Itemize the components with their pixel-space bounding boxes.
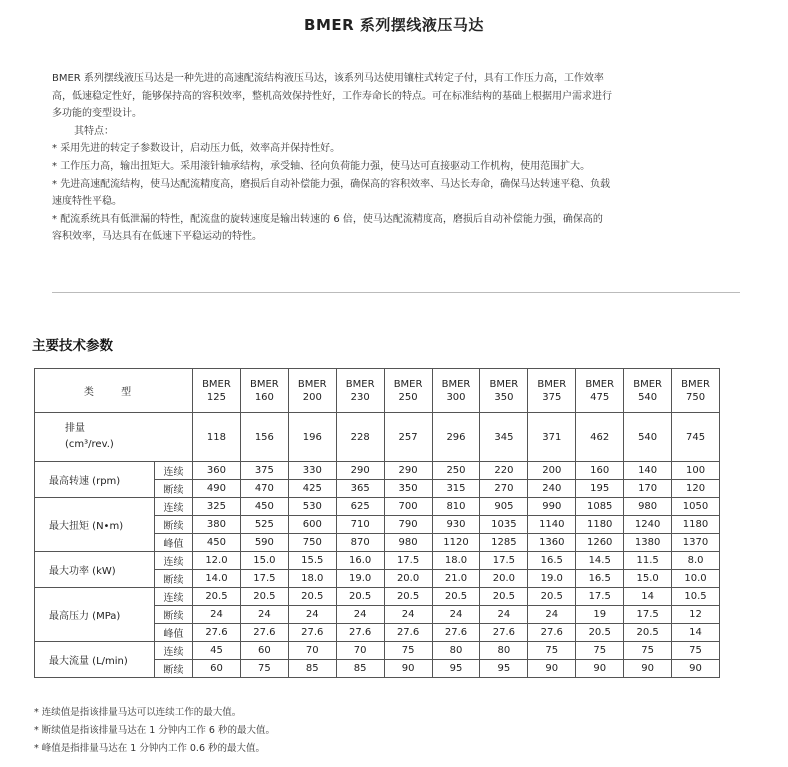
table-cell: 10.0 xyxy=(672,570,720,588)
table-cell: 12.0 xyxy=(193,552,241,570)
table-cell: 290 xyxy=(336,462,384,480)
sub-label: 断续 xyxy=(155,570,193,588)
table-cell: 200 xyxy=(528,462,576,480)
model-header xyxy=(528,369,576,413)
features-heading: 其特点： xyxy=(74,125,114,137)
table-cell: 590 xyxy=(240,534,288,552)
model-series: BMER xyxy=(345,378,375,390)
table-cell: 20.5 xyxy=(480,588,528,606)
table-cell: 1085 xyxy=(576,498,624,516)
model-size: 300 xyxy=(446,391,466,403)
param-label: 最大功率 (kW) xyxy=(35,552,155,588)
intro-section xyxy=(52,70,612,246)
table-cell: 20.5 xyxy=(240,588,288,606)
table-cell: 470 xyxy=(240,480,288,498)
table-cell: 1240 xyxy=(624,516,672,534)
model-series: BMER xyxy=(633,378,662,390)
table-cell: 14 xyxy=(624,588,672,606)
spec-table xyxy=(34,368,720,678)
table-cell: 90 xyxy=(576,660,624,678)
table-cell: 100 xyxy=(672,462,720,480)
table-cell: 450 xyxy=(240,498,288,516)
table-cell: 810 xyxy=(432,498,480,516)
displacement-unit: (cm³/rev.) xyxy=(65,439,114,450)
table-cell: 257 xyxy=(384,413,432,462)
table-cell: 1050 xyxy=(672,498,720,516)
model-header xyxy=(240,369,288,413)
table-cell: 10.5 xyxy=(672,588,720,606)
sub-label: 连续 xyxy=(155,588,193,606)
table-cell: 70 xyxy=(288,642,336,660)
table-row xyxy=(35,498,720,516)
table-cell: 75 xyxy=(240,660,288,678)
table-row xyxy=(35,588,720,606)
table-cell: 1120 xyxy=(432,534,480,552)
table-cell: 790 xyxy=(384,516,432,534)
type-header: 类 型 xyxy=(35,369,193,413)
table-cell: 75 xyxy=(672,642,720,660)
model-series: BMER xyxy=(537,378,567,390)
page-title: BMER 系列摆线液压马达 xyxy=(304,16,484,34)
table-cell: 930 xyxy=(432,516,480,534)
note-item: * 断续值是指该排量马达在 1 分钟内工作 6 秒的最大值。 xyxy=(34,725,275,736)
model-header xyxy=(624,369,672,413)
model-size: 350 xyxy=(494,391,514,403)
sub-label: 峰值 xyxy=(155,624,193,642)
model-size: 160 xyxy=(254,391,274,403)
feature-item: * 工作压力高，输出扭矩大。采用滚针轴承结构，承受轴、径向负荷能力强，使马达可直接驱动工作机构，使用范围扩大。 xyxy=(52,158,612,176)
table-cell: 27.6 xyxy=(288,624,336,642)
table-cell: 27.6 xyxy=(384,624,432,642)
table-cell: 600 xyxy=(288,516,336,534)
table-cell: 20.5 xyxy=(576,624,624,642)
displacement-label xyxy=(35,413,193,462)
table-cell: 8.0 xyxy=(672,552,720,570)
feature-item: * 配流系统具有低泄漏的特性，配流盘的旋转速度是输出转速的 6 倍，使马达配流精度高，磨损后自动补偿能力强，确保高的容积效率，马达具有在低速下平稳运动的特性。 xyxy=(52,211,612,246)
table-cell: 27.6 xyxy=(240,624,288,642)
table-cell: 16.5 xyxy=(576,570,624,588)
table-cell: 75 xyxy=(384,642,432,660)
table-cell: 1260 xyxy=(576,534,624,552)
table-cell: 12 xyxy=(672,606,720,624)
table-cell: 325 xyxy=(193,498,241,516)
table-cell: 1180 xyxy=(672,516,720,534)
model-series: BMER xyxy=(489,378,519,390)
model-header xyxy=(193,369,241,413)
param-label: 最高压力 (MPa) xyxy=(35,588,155,642)
table-cell: 14 xyxy=(672,624,720,642)
param-label: 最大流量 (L/min) xyxy=(35,642,155,678)
model-series: BMER xyxy=(393,378,423,390)
table-cell: 490 xyxy=(193,480,241,498)
table-cell: 140 xyxy=(624,462,672,480)
table-cell: 27.6 xyxy=(528,624,576,642)
table-cell: 240 xyxy=(528,480,576,498)
table-cell: 270 xyxy=(480,480,528,498)
table-cell: 745 xyxy=(672,413,720,462)
sub-label: 连续 xyxy=(155,642,193,660)
table-cell: 60 xyxy=(193,660,241,678)
table-cell: 625 xyxy=(336,498,384,516)
table-cell: 462 xyxy=(576,413,624,462)
table-cell: 24 xyxy=(384,606,432,624)
table-cell: 365 xyxy=(336,480,384,498)
model-header xyxy=(384,369,432,413)
table-cell: 20.5 xyxy=(336,588,384,606)
table-cell: 15.5 xyxy=(288,552,336,570)
table-cell: 11.5 xyxy=(624,552,672,570)
table-cell: 118 xyxy=(193,413,241,462)
table-cell: 360 xyxy=(193,462,241,480)
feature-item: * 先进高速配流结构，使马达配流精度高，磨损后自动补偿能力强，确保高的容积效率、马达长寿命，确保马达转速平稳、负载速度特性平稳。 xyxy=(52,176,612,211)
table-cell: 17.5 xyxy=(240,570,288,588)
table-cell: 27.6 xyxy=(336,624,384,642)
model-size: 540 xyxy=(638,391,658,403)
table-cell: 17.5 xyxy=(480,552,528,570)
model-size: 125 xyxy=(206,391,226,403)
table-cell: 80 xyxy=(480,642,528,660)
table-cell: 24 xyxy=(432,606,480,624)
table-cell: 315 xyxy=(432,480,480,498)
table-header-row xyxy=(35,369,720,413)
table-cell: 60 xyxy=(240,642,288,660)
table-cell: 17.5 xyxy=(576,588,624,606)
note-item: * 峰值是指排量马达在 1 分钟内工作 0.6 秒的最大值。 xyxy=(34,743,266,754)
table-cell: 15.0 xyxy=(624,570,672,588)
table-cell: 18.0 xyxy=(432,552,480,570)
model-header xyxy=(288,369,336,413)
table-cell: 990 xyxy=(528,498,576,516)
table-cell: 16.0 xyxy=(336,552,384,570)
table-cell: 27.6 xyxy=(193,624,241,642)
sub-label: 断续 xyxy=(155,660,193,678)
table-cell: 16.5 xyxy=(528,552,576,570)
table-cell: 425 xyxy=(288,480,336,498)
table-cell: 375 xyxy=(240,462,288,480)
table-cell: 18.0 xyxy=(288,570,336,588)
table-cell: 21.0 xyxy=(432,570,480,588)
table-cell: 20.5 xyxy=(193,588,241,606)
param-label: 最大扭矩 (N•m) xyxy=(35,498,155,552)
table-cell: 525 xyxy=(240,516,288,534)
model-header xyxy=(480,369,528,413)
model-size: 375 xyxy=(542,391,562,403)
model-series: BMER xyxy=(249,378,279,390)
table-row xyxy=(35,552,720,570)
table-cell: 296 xyxy=(432,413,480,462)
section-title: 主要技术参数 xyxy=(32,338,113,354)
table-cell: 24 xyxy=(240,606,288,624)
table-cell: 120 xyxy=(672,480,720,498)
table-cell: 540 xyxy=(624,413,672,462)
table-cell: 345 xyxy=(480,413,528,462)
table-cell: 220 xyxy=(480,462,528,480)
table-cell: 27.6 xyxy=(432,624,480,642)
model-series: BMER xyxy=(297,378,327,390)
table-cell: 1285 xyxy=(480,534,528,552)
displacement-row xyxy=(35,413,720,462)
table-cell: 24 xyxy=(480,606,528,624)
table-cell: 170 xyxy=(624,480,672,498)
table-cell: 530 xyxy=(288,498,336,516)
table-cell: 350 xyxy=(384,480,432,498)
table-cell: 905 xyxy=(480,498,528,516)
table-cell: 75 xyxy=(528,642,576,660)
table-cell: 24 xyxy=(336,606,384,624)
model-series: BMER xyxy=(202,378,231,390)
table-cell: 90 xyxy=(528,660,576,678)
sub-label: 断续 xyxy=(155,516,193,534)
model-size: 750 xyxy=(685,391,706,403)
table-cell: 75 xyxy=(624,642,672,660)
sub-label: 连续 xyxy=(155,552,193,570)
model-header xyxy=(672,369,720,413)
table-cell: 20.5 xyxy=(432,588,480,606)
table-cell: 24 xyxy=(193,606,241,624)
table-cell: 700 xyxy=(384,498,432,516)
table-cell: 1360 xyxy=(528,534,576,552)
table-cell: 75 xyxy=(576,642,624,660)
model-size: 230 xyxy=(350,391,370,403)
displacement-label-line: 排量 xyxy=(65,423,85,434)
table-cell: 156 xyxy=(240,413,288,462)
table-cell: 85 xyxy=(336,660,384,678)
table-cell: 20.5 xyxy=(528,588,576,606)
model-header xyxy=(576,369,624,413)
table-cell: 228 xyxy=(336,413,384,462)
model-series: BMER xyxy=(681,378,710,390)
note-item: * 连续值是指该排量马达可以连续工作的最大值。 xyxy=(34,707,242,718)
table-cell: 24 xyxy=(528,606,576,624)
table-cell: 95 xyxy=(480,660,528,678)
feature-item: * 采用先进的转定子参数设计，启动压力低，效率高并保持性好。 xyxy=(52,140,612,158)
model-size: 250 xyxy=(398,391,418,403)
table-cell: 45 xyxy=(193,642,241,660)
table-cell: 750 xyxy=(288,534,336,552)
table-cell: 19.0 xyxy=(528,570,576,588)
table-cell: 1370 xyxy=(672,534,720,552)
table-cell: 380 xyxy=(193,516,241,534)
sub-label: 连续 xyxy=(155,498,193,516)
table-cell: 70 xyxy=(336,642,384,660)
table-cell: 20.0 xyxy=(480,570,528,588)
table-cell: 24 xyxy=(288,606,336,624)
table-cell: 1180 xyxy=(576,516,624,534)
table-cell: 19 xyxy=(576,606,624,624)
model-size: 200 xyxy=(302,391,322,403)
table-cell: 1380 xyxy=(624,534,672,552)
table-cell: 90 xyxy=(624,660,672,678)
table-cell: 710 xyxy=(336,516,384,534)
table-row xyxy=(35,462,720,480)
param-label: 最高转速 (rpm) xyxy=(35,462,155,498)
table-cell: 90 xyxy=(384,660,432,678)
sub-label: 峰值 xyxy=(155,534,193,552)
table-cell: 1140 xyxy=(528,516,576,534)
table-cell: 90 xyxy=(672,660,720,678)
table-cell: 20.5 xyxy=(288,588,336,606)
table-cell: 20.5 xyxy=(624,624,672,642)
notes xyxy=(34,704,275,758)
intro-paragraph: BMER 系列摆线液压马达是一种先进的高速配流结构液压马达，该系列马达使用镶柱式转定子付，具有工作压力高，工作效率高，低速稳定性好，能够保持高的容积效率，整机高效保持性好，工作寿命长的特点。可在标准结构的基础上根据用户需求进行多功能的变型设计。 xyxy=(52,73,612,120)
table-cell: 330 xyxy=(288,462,336,480)
table-cell: 15.0 xyxy=(240,552,288,570)
table-cell: 195 xyxy=(576,480,624,498)
table-cell: 980 xyxy=(384,534,432,552)
model-series: BMER xyxy=(585,378,615,390)
sub-label: 断续 xyxy=(155,480,193,498)
table-cell: 196 xyxy=(288,413,336,462)
table-cell: 870 xyxy=(336,534,384,552)
table-cell: 19.0 xyxy=(336,570,384,588)
table-cell: 14.5 xyxy=(576,552,624,570)
table-cell: 20.0 xyxy=(384,570,432,588)
table-cell: 17.5 xyxy=(384,552,432,570)
table-cell: 371 xyxy=(528,413,576,462)
table-cell: 17.5 xyxy=(624,606,672,624)
sub-label: 断续 xyxy=(155,606,193,624)
model-header xyxy=(336,369,384,413)
table-cell: 20.5 xyxy=(384,588,432,606)
table-cell: 160 xyxy=(576,462,624,480)
table-cell: 27.6 xyxy=(480,624,528,642)
model-size: 475 xyxy=(590,391,610,403)
table-row xyxy=(35,642,720,660)
table-cell: 1035 xyxy=(480,516,528,534)
table-cell: 250 xyxy=(432,462,480,480)
table-cell: 85 xyxy=(288,660,336,678)
table-cell: 290 xyxy=(384,462,432,480)
table-cell: 80 xyxy=(432,642,480,660)
section-divider xyxy=(52,292,740,293)
model-header xyxy=(432,369,480,413)
table-cell: 95 xyxy=(432,660,480,678)
table-cell: 14.0 xyxy=(193,570,241,588)
sub-label: 连续 xyxy=(155,462,193,480)
table-cell: 450 xyxy=(193,534,241,552)
model-series: BMER xyxy=(441,378,471,390)
table-cell: 980 xyxy=(624,498,672,516)
